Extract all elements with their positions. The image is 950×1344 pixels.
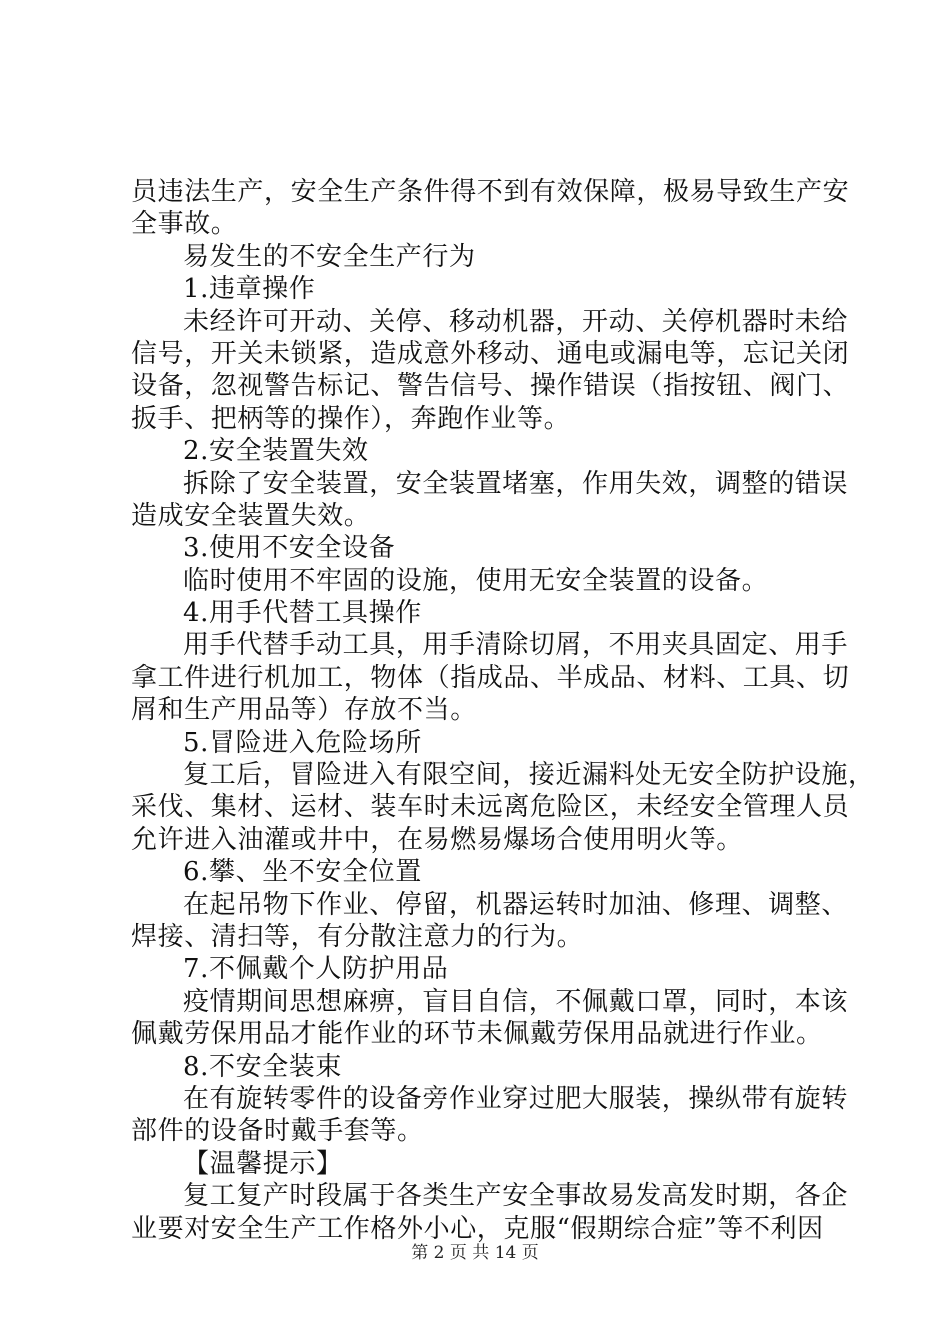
text-line: 部件的设备时戴手套等。 [131, 1116, 424, 1147]
text-line: 全事故。 [131, 209, 238, 240]
text-line: 在起吊物下作业、停留，机器运转时加油、修理、调整、 [183, 889, 849, 920]
text-line: 易发生的不安全生产行为 [183, 241, 476, 272]
text-line: 疫情期间思想麻痹，盲目自信，不佩戴口罩，同时，本该 [183, 986, 849, 1017]
text-line: 临时使用不牢固的设施，使用无安全装置的设备。 [183, 565, 769, 596]
document-body [131, 176, 875, 1245]
text-line: 2.安全装置失效 [183, 436, 369, 467]
text-line: 4.用手代替工具操作 [183, 598, 422, 629]
text-line: 复工复产时段属于各类生产安全事故易发高发时期，各企 [183, 1181, 849, 1212]
text-line: 复工后，冒险进入有限空间，接近漏料处无安全防护设施， [183, 760, 875, 791]
text-line: 设备，忽视警告标记、警告信号、操作错误（指按钮、阀门、 [131, 371, 850, 402]
text-line: 允许进入油灌或井中，在易燃易爆场合使用明火等。 [131, 824, 743, 855]
page-footer: 第 2 页 共 14 页 [411, 1243, 539, 1263]
text-line: 扳手、把柄等的操作），奔跑作业等。 [131, 403, 571, 434]
text-line: 【温馨提示】 [183, 1148, 343, 1179]
text-line: 用手代替手动工具，用手清除切屑，不用夹具固定、用手 [183, 630, 849, 661]
text-line: 造成安全装置失效。 [131, 500, 371, 531]
text-line: 5.冒险进入危险场所 [183, 727, 422, 758]
text-line: 拆除了安全装置，安全装置堵塞，作用失效，调整的错误 [183, 468, 849, 499]
text-line: 6.攀、坐不安全位置 [183, 857, 422, 888]
text-line: 拿工件进行机加工，物体（指成品、半成品、材料、工具、切 [131, 662, 850, 693]
text-line: 业要对安全生产工作格外小心，克服“假期综合症”等不利因 [131, 1213, 824, 1244]
text-line: 7.不佩戴个人防护用品 [183, 954, 449, 985]
text-line: 在有旋转零件的设备旁作业穿过肥大服装，操纵带有旋转 [183, 1083, 849, 1114]
text-line: 焊接、清扫等，有分散注意力的行为。 [131, 921, 584, 952]
text-line: 3.使用不安全设备 [183, 533, 396, 564]
text-line: 信号，开关未锁紧，造成意外移动、通电或漏电等，忘记关闭 [131, 338, 850, 369]
text-line: 员违法生产，安全生产条件得不到有效保障，极易导致生产安 [131, 177, 850, 207]
text-line: 屑和生产用品等）存放不当。 [131, 695, 477, 726]
text-line: 未经许可开动、关停、移动机器，开动、关停机器时未给 [183, 306, 849, 337]
text-line: 1.违章操作 [183, 274, 316, 305]
text-line: 佩戴劳保用品才能作业的环节未佩戴劳保用品就进行作业。 [131, 1019, 823, 1050]
text-line: 采伐、集材、运材、装车时未远离危险区，未经安全管理人员 [131, 792, 850, 823]
text-line: 8.不安全装束 [183, 1051, 343, 1082]
